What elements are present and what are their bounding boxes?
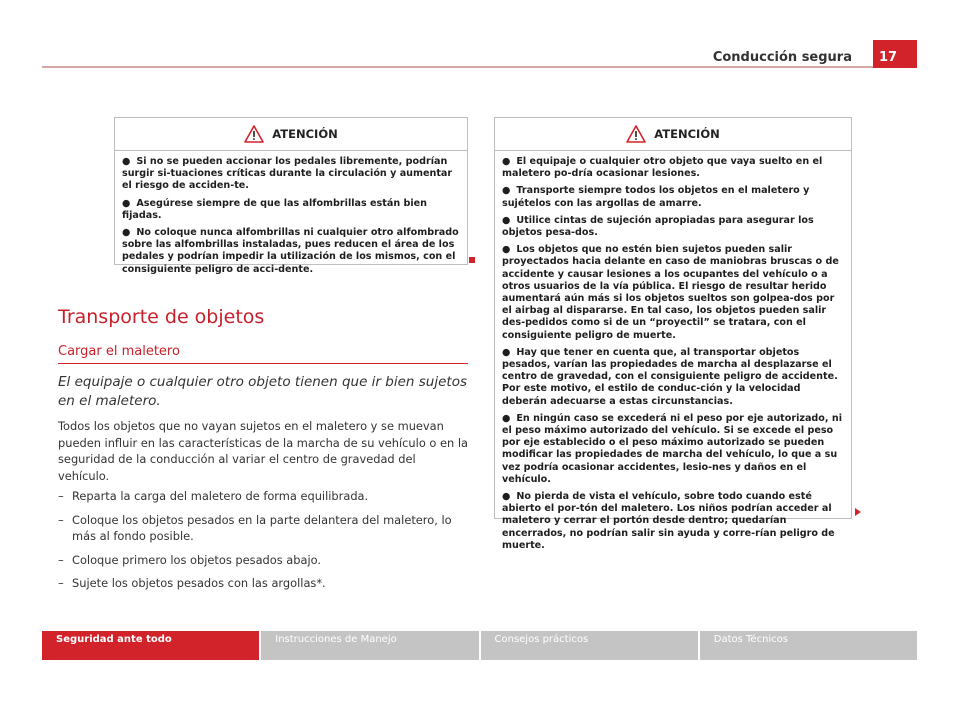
warning-title: ATENCIÓN xyxy=(654,127,720,141)
page-number: 17 xyxy=(873,40,917,68)
bullet-icon: ● xyxy=(502,491,511,503)
list-item: – Sujete los objetos pesados con las argollas*. xyxy=(58,576,326,590)
warning-title: ATENCIÓN xyxy=(272,127,338,141)
warning-item: ● Los objetos que no estén bien sujetos pueden salir proyectados hacia delante en caso de maniobras bruscas o de accidente y causar lesiones a los ocupantes del vehículo o a otros usuarios de la vía pública. El riesgo de resultar herido aumentará aún más si los objetos sueltos son golpea-dos por el airbag al dispararse. En tal caso, los objetos pueden salir des-pedidos como si de un “proyectil” se tratara, con el consiguiente peligro de muerte. xyxy=(502,244,839,341)
dash-icon: – xyxy=(58,552,64,567)
list-item: – Coloque los objetos pesados en la parte delantera del maletero, lo más al fondo posible. xyxy=(58,512,452,543)
bullet-icon: ● xyxy=(502,412,511,424)
warning-triangle-icon xyxy=(626,125,646,143)
warning-triangle-icon xyxy=(244,125,264,143)
list-item: – Coloque primero los objetos pesados abajo. xyxy=(58,552,322,567)
bullet-icon: ● xyxy=(122,197,131,209)
warning-item: ● Si no se pueden accionar los pedales libremente, podrían surgir si-tuaciones críticas durante la circulación y aumentar el riesgo de acciden-te. xyxy=(122,156,453,192)
footer-tab-datos[interactable]: Datos Técnicos xyxy=(700,631,917,660)
dash-icon: – xyxy=(58,489,64,503)
header-rule xyxy=(42,66,916,68)
bullet-icon: ● xyxy=(502,185,511,197)
dash-icon: – xyxy=(58,576,64,590)
warning-item: ● Transporte siempre todos los objetos en el maletero y sujételos con las argollas de amarre. xyxy=(502,185,810,209)
footer-nav xyxy=(42,631,917,660)
warning-item: ● En ningún caso se excederá ni el peso por eje autorizado, ni el peso máximo autorizado del vehículo. Si se excede el peso por eje establecido o el peso máximo autorizado se pueden modificar las propiedades de marcha del vehículo, lo que a su vez podría ocasionar accidentes, lesio-nes y daños en el vehículo. xyxy=(502,412,842,485)
footer-tab-seguridad[interactable]: Seguridad ante todo xyxy=(42,631,259,660)
footer-tab-consejos[interactable]: Consejos prácticos xyxy=(481,631,698,660)
bullet-icon: ● xyxy=(122,227,131,239)
bullet-icon: ● xyxy=(502,156,511,167)
subsection-title: Cargar el maletero xyxy=(58,344,180,359)
warning-item: ● No coloque nunca alfombrillas ni cualquier otro alfombrado sobre las alfombrillas instaladas, pues reducen el área de los pedales y podrían impedir la utilización de los mismos, con el consiguiente peligro de acci-dente. xyxy=(122,227,459,275)
warning-item: ● El equipaje o cualquier otro objeto que vaya suelto en el maletero po-dría ocasionar lesiones. xyxy=(502,156,823,180)
subsection-rule xyxy=(58,363,468,364)
section-paragraph: Todos los objetos que no vayan sujetos en el maletero y se muevan pueden influir en las características de la marcha de su vehículo o en la seguridad de la conducción al variar el centro de gravedad del vehículo. xyxy=(58,419,468,483)
bullet-icon: ● xyxy=(122,156,131,167)
warning-header xyxy=(115,118,467,151)
warning-box-luggage xyxy=(494,117,852,551)
warning-item: ● Hay que tener en cuenta que, al transportar objetos pesados, varían las propiedades de marcha al desplazarse el centro de gravedad, con el consiguiente peligro de accidente. Por este motivo, el estilo de conduc-ción y la velocidad deberán adecuarse a estas circunstancias. xyxy=(502,346,838,407)
warning-item: ● No pierda de vista el vehículo, sobre todo cuando esté abierto el por-tón del maletero. Los niños podrían acceder al maletero y cerrar el portón desde dentro; quedarían encerrados, no podrían salir sin ayuda y corre-rían peligro de muerte. xyxy=(502,491,835,551)
warning-text xyxy=(495,151,851,558)
instruction-list xyxy=(58,488,468,599)
warning-header xyxy=(495,118,851,151)
bullet-icon: ● xyxy=(502,214,511,226)
dash-icon: – xyxy=(58,512,64,527)
section-title: Transporte de objetos xyxy=(58,306,265,328)
warning-box-pedals xyxy=(114,117,468,275)
chapter-title: Conducción segura xyxy=(712,50,852,65)
footer-tab-instrucciones[interactable]: Instrucciones de Manejo xyxy=(261,631,478,660)
section-intro: El equipaje o cualquier otro objeto tienen que ir bien sujetos en el maletero. xyxy=(58,374,467,409)
continued-arrow-icon xyxy=(855,508,861,516)
bullet-icon: ● xyxy=(502,346,511,358)
bullet-icon: ● xyxy=(502,244,511,256)
warning-item: ● Asegúrese siempre de que las alfombrillas están bien fijadas. xyxy=(122,197,427,221)
list-item: – Reparta la carga del maletero de forma equilibrada. xyxy=(58,489,369,503)
warning-text xyxy=(115,151,467,282)
warning-item: ● Utilice cintas de sujeción apropiadas para asegurar los objetos pesa-dos. xyxy=(502,214,814,239)
section-end-marker-icon xyxy=(469,257,475,263)
